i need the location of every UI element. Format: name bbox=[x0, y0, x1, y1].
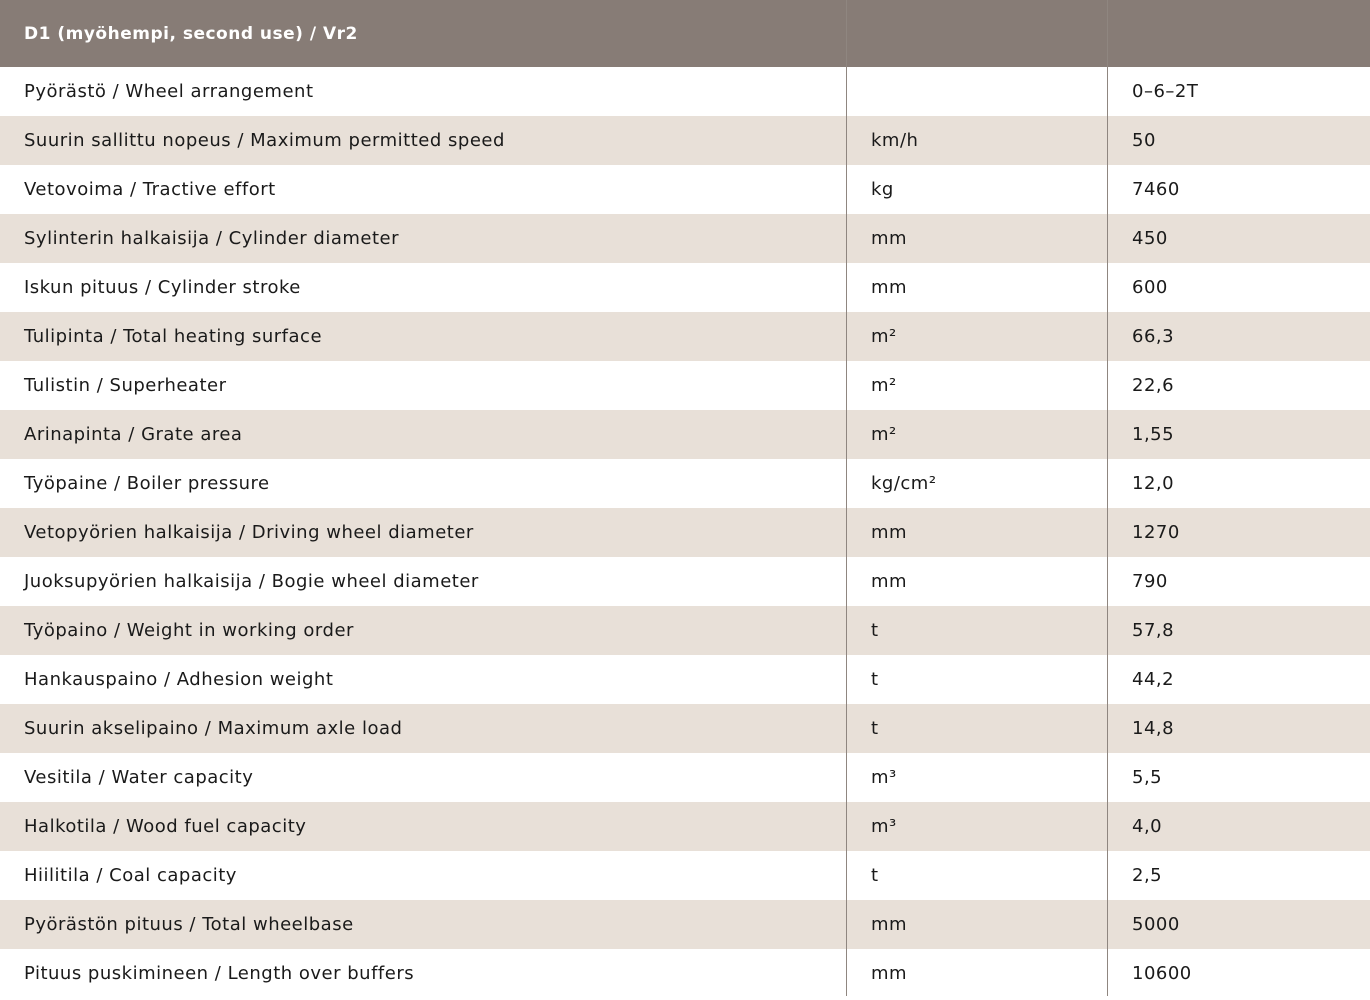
row-value: 4,0 bbox=[1132, 816, 1163, 837]
row-unit: mm bbox=[871, 228, 908, 249]
column-divider-unit bbox=[846, 0, 847, 996]
table-row bbox=[0, 116, 1370, 165]
row-unit: mm bbox=[871, 571, 908, 592]
row-unit: m³ bbox=[871, 816, 897, 837]
table-row bbox=[0, 753, 1370, 802]
row-unit: mm bbox=[871, 277, 908, 298]
table-row bbox=[0, 704, 1370, 753]
row-label: Vetopyörien halkaisija / Driving wheel diameter bbox=[24, 522, 474, 543]
row-label: Työpaino / Weight in working order bbox=[24, 620, 354, 641]
row-value: 7460 bbox=[1132, 179, 1180, 200]
row-label: Iskun pituus / Cylinder stroke bbox=[24, 277, 301, 298]
row-value: 790 bbox=[1132, 571, 1168, 592]
row-value: 12,0 bbox=[1132, 473, 1175, 494]
row-unit: kg/cm² bbox=[871, 473, 937, 494]
table-row bbox=[0, 606, 1370, 655]
row-value: 1270 bbox=[1132, 522, 1180, 543]
row-value: 57,8 bbox=[1132, 620, 1175, 641]
row-label: Juoksupyörien halkaisija / Bogie wheel diameter bbox=[24, 571, 479, 592]
row-value: 2,5 bbox=[1132, 865, 1163, 886]
row-label: Vesitila / Water capacity bbox=[24, 767, 254, 788]
row-label: Pituus puskimineen / Length over buffers bbox=[24, 963, 415, 984]
row-value: 5000 bbox=[1132, 914, 1180, 935]
row-label: Halkotila / Wood fuel capacity bbox=[24, 816, 307, 837]
row-value: 5,5 bbox=[1132, 767, 1163, 788]
table-row bbox=[0, 361, 1370, 410]
row-unit: m² bbox=[871, 326, 897, 347]
row-unit: m² bbox=[871, 375, 897, 396]
row-unit bbox=[846, 67, 1107, 116]
column-divider-value bbox=[1107, 0, 1108, 996]
table-row bbox=[0, 557, 1370, 606]
row-label: Arinapinta / Grate area bbox=[24, 424, 243, 445]
table-row bbox=[0, 312, 1370, 361]
table-row bbox=[0, 900, 1370, 949]
row-label: Pyörästön pituus / Total wheelbase bbox=[24, 914, 354, 935]
row-unit: mm bbox=[871, 522, 908, 543]
row-label: Hankauspaino / Adhesion weight bbox=[24, 669, 334, 690]
table-header-row bbox=[0, 0, 1370, 67]
row-unit: m² bbox=[871, 424, 897, 445]
row-label: Pyörästö / Wheel arrangement bbox=[24, 81, 314, 102]
row-unit: km/h bbox=[871, 130, 919, 151]
table-row bbox=[0, 851, 1370, 900]
table-row bbox=[0, 214, 1370, 263]
table-row bbox=[0, 459, 1370, 508]
row-unit: t bbox=[871, 620, 879, 641]
row-unit: mm bbox=[871, 963, 908, 984]
row-label: Työpaine / Boiler pressure bbox=[24, 473, 270, 494]
row-value: 22,6 bbox=[1132, 375, 1175, 396]
table-row bbox=[0, 949, 1370, 998]
row-label: Sylinterin halkaisija / Cylinder diameter bbox=[24, 228, 399, 249]
row-value: 10600 bbox=[1132, 963, 1192, 984]
row-label: Vetovoima / Tractive effort bbox=[24, 179, 276, 200]
row-value: 600 bbox=[1132, 277, 1168, 298]
table-row bbox=[0, 410, 1370, 459]
row-unit: t bbox=[871, 865, 879, 886]
row-unit: m³ bbox=[871, 767, 897, 788]
row-label: Tulistin / Superheater bbox=[24, 375, 227, 396]
row-value: 1,55 bbox=[1132, 424, 1175, 445]
row-value: 50 bbox=[1132, 130, 1156, 151]
table-row bbox=[0, 67, 1370, 116]
table-row bbox=[0, 655, 1370, 704]
row-value: 14,8 bbox=[1132, 718, 1175, 739]
row-unit: mm bbox=[871, 914, 908, 935]
table-row bbox=[0, 263, 1370, 312]
row-value: 44,2 bbox=[1132, 669, 1175, 690]
row-value: 0–6–2T bbox=[1132, 81, 1199, 102]
row-label: Hiilitila / Coal capacity bbox=[24, 865, 237, 886]
table-row bbox=[0, 802, 1370, 851]
row-label: Tulipinta / Total heating surface bbox=[24, 326, 323, 347]
header-value-cell bbox=[1107, 0, 1370, 67]
row-value: 66,3 bbox=[1132, 326, 1175, 347]
table-row bbox=[0, 508, 1370, 557]
table-title: D1 (myöhempi, second use) / Vr2 bbox=[24, 23, 358, 44]
row-label: Suurin sallittu nopeus / Maximum permitted speed bbox=[24, 130, 505, 151]
row-unit: t bbox=[871, 718, 879, 739]
row-unit: t bbox=[871, 669, 879, 690]
table-row bbox=[0, 165, 1370, 214]
row-label: Suurin akselipaino / Maximum axle load bbox=[24, 718, 403, 739]
row-unit: kg bbox=[871, 179, 894, 200]
header-unit-cell bbox=[846, 0, 1107, 67]
row-value: 450 bbox=[1132, 228, 1168, 249]
